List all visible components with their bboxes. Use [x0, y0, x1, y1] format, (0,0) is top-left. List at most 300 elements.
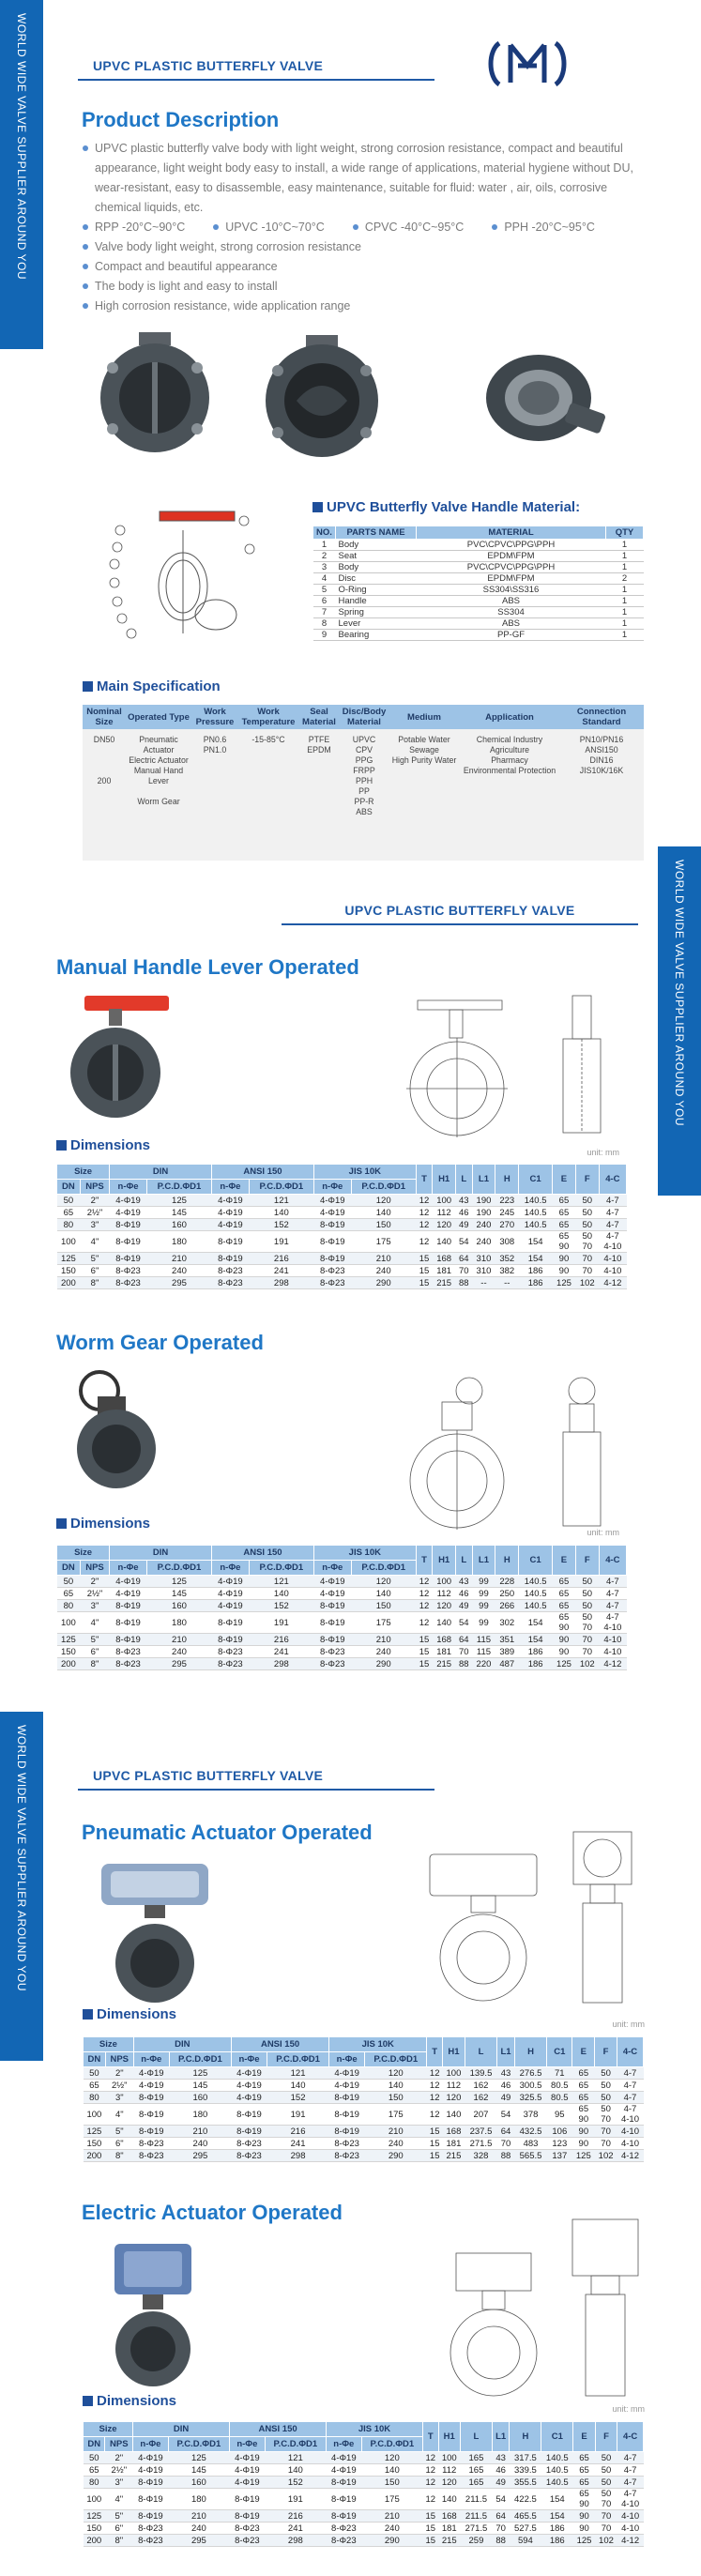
- table-cell: 120: [438, 2477, 460, 2489]
- table-cell: 8-Φ23: [313, 1658, 351, 1670]
- table-cell: 70: [595, 2126, 617, 2138]
- table-cell: 8-Φ23: [230, 2523, 266, 2535]
- side-band-bottom: [0, 1712, 43, 2061]
- table-cell: 240: [351, 1646, 416, 1658]
- header-title: UPVC PLASTIC BUTTERFLY VALVE: [93, 58, 324, 73]
- header-cell: F: [575, 1165, 599, 1195]
- spec-col-medium: Medium: [389, 705, 460, 729]
- table-cell: 50: [595, 2464, 617, 2477]
- spec-value: [126, 786, 191, 797]
- table-cell: 70: [595, 2510, 617, 2523]
- table-cell: 150: [84, 2523, 105, 2535]
- table-cell: 4-Φ19: [110, 1588, 147, 1600]
- manual-dim-heading: [56, 1137, 150, 1153]
- spec-standard-cell: [559, 729, 644, 861]
- spec-value: Potable Water: [398, 735, 450, 744]
- table-cell: Body: [336, 540, 417, 551]
- table-row: [57, 1265, 627, 1277]
- table-cell: Handle: [336, 596, 417, 607]
- table-cell: 50: [595, 2092, 617, 2104]
- table-cell: 65: [84, 2464, 105, 2477]
- table-cell: 175: [351, 1231, 416, 1253]
- header-line: [78, 79, 434, 81]
- table-cell: 186: [519, 1658, 553, 1670]
- table-cell: 240: [146, 1265, 211, 1277]
- header-group: JIS 10K: [313, 1546, 416, 1561]
- table-cell: 46: [497, 2080, 515, 2092]
- table-row: [313, 540, 644, 551]
- table-cell: 95: [547, 2104, 572, 2126]
- table-cell: 317.5: [510, 2452, 541, 2464]
- spec-value: Environmental Protection: [463, 766, 556, 775]
- header-title: UPVC PLASTIC BUTTERFLY VALVE: [93, 1768, 324, 1783]
- worm-heading: Worm Gear Operated: [56, 1331, 264, 1354]
- table-cell: 165: [461, 2464, 493, 2477]
- table-cell: 3": [80, 1600, 109, 1612]
- header-group: ANSI 150: [212, 1546, 314, 1561]
- header-group: ANSI 150: [212, 1165, 314, 1180]
- table-cell: 137: [547, 2150, 572, 2162]
- table-cell: 565.5: [514, 2150, 546, 2162]
- table-cell: 8-Φ23: [230, 2535, 266, 2547]
- header-cell: DN: [57, 1180, 81, 1195]
- spec-value: JIS10K/16K: [579, 766, 624, 775]
- table-cell: 140: [249, 1207, 313, 1219]
- table-row: [313, 573, 644, 585]
- table-cell: 125: [84, 2510, 105, 2523]
- table-cell: 3: [313, 562, 336, 573]
- table-cell: 2½": [105, 2080, 133, 2092]
- table-row: [84, 2523, 644, 2535]
- table-row: [57, 1231, 627, 1253]
- manual-drawing-front: [389, 987, 526, 1142]
- header-cell: P.C.D.ΦD1: [365, 2052, 427, 2067]
- table-cell: PVC\CPVC\PPG\PPH: [417, 562, 606, 573]
- header-cell: L: [456, 1165, 472, 1195]
- table-cell: 125: [146, 1576, 211, 1588]
- table-cell: 4-7 4-10: [599, 1612, 626, 1634]
- table-cell: 102: [595, 2150, 617, 2162]
- table-cell: 4-Φ19: [212, 1207, 250, 1219]
- table-cell: 4-Φ19: [327, 2464, 362, 2477]
- table-cell: 5": [105, 2510, 133, 2523]
- table-cell: 99: [472, 1612, 495, 1634]
- table-cell: 50: [575, 1219, 599, 1231]
- table-cell: 8-Φ19: [133, 2104, 169, 2126]
- table-cell: 8-Φ23: [212, 1265, 250, 1277]
- table-cell: 8-Φ19: [110, 1253, 147, 1265]
- table-cell: 80: [84, 2477, 105, 2489]
- header-cell: 4-C: [599, 1165, 626, 1195]
- table-cell: 191: [249, 1612, 313, 1634]
- table-cell: 4-12: [599, 1277, 626, 1289]
- table-cell: 8-Φ19: [327, 2477, 362, 2489]
- header-cell: NPS: [80, 1561, 109, 1576]
- table-row: [57, 1646, 627, 1658]
- table-cell: 88: [492, 2535, 510, 2547]
- table-cell: 6": [105, 2523, 133, 2535]
- table-cell: 4-Φ19: [313, 1195, 351, 1207]
- table-cell: 100: [433, 1576, 456, 1588]
- table-cell: 271.5: [461, 2523, 493, 2535]
- header-group: JIS 10K: [313, 1165, 416, 1180]
- table-cell: 5": [80, 1253, 109, 1265]
- table-cell: 8": [105, 2535, 133, 2547]
- table-cell: 12: [422, 2464, 438, 2477]
- table-cell: 65: [572, 2067, 595, 2080]
- table-cell: Disc: [336, 573, 417, 585]
- table-cell: 240: [169, 2138, 231, 2150]
- table-cell: 12: [416, 1195, 432, 1207]
- table-row: [57, 1600, 627, 1612]
- table-cell: 152: [249, 1600, 313, 1612]
- table-cell: 4-Φ19: [313, 1207, 351, 1219]
- table-cell: 140: [433, 1231, 456, 1253]
- table-cell: 240: [168, 2523, 229, 2535]
- header-cell: n-Φe: [110, 1561, 147, 1576]
- header-group: DIN: [110, 1165, 212, 1180]
- bullet-2: Compact and beautiful appearance: [83, 257, 646, 277]
- table-cell: 175: [351, 1612, 416, 1634]
- table-cell: 15: [427, 2138, 443, 2150]
- table-cell: 99: [472, 1576, 495, 1588]
- table-cell: 90: [573, 2510, 595, 2523]
- table-cell: 186: [519, 1277, 553, 1289]
- electric-valve-photo: [101, 2238, 205, 2393]
- table-row: [84, 2080, 644, 2092]
- table-cell: 70: [575, 1253, 599, 1265]
- electric-dim-heading: [83, 2393, 176, 2409]
- table-cell: 100: [84, 2489, 105, 2510]
- electric-dim-table: [83, 2421, 644, 2547]
- table-cell: 54: [456, 1231, 472, 1253]
- table-cell: 65: [572, 2080, 595, 2092]
- table-cell: 50 70: [595, 2489, 617, 2510]
- table-cell: 2½": [80, 1588, 109, 1600]
- table-row: [84, 2067, 644, 2080]
- table-cell: 8-Φ19: [230, 2510, 266, 2523]
- table-cell: 290: [351, 1277, 416, 1289]
- table-cell: 351: [495, 1634, 519, 1646]
- product-description: [83, 139, 646, 316]
- header-cell: H1: [433, 1165, 456, 1195]
- table-cell: 4-10: [617, 2126, 643, 2138]
- table-cell: 8": [105, 2150, 133, 2162]
- temp-rpp: RPP -20°C~90°C: [83, 218, 185, 237]
- table-cell: 8-Φ23: [231, 2150, 267, 2162]
- table-cell: 4-7: [599, 1219, 626, 1231]
- spec-value: PP: [358, 786, 370, 796]
- table-row: [84, 2477, 644, 2489]
- table-cell: 140.5: [519, 1195, 553, 1207]
- header-cell: F: [575, 1546, 599, 1576]
- spec-value: UPVC: [352, 735, 376, 744]
- table-cell: 12: [416, 1219, 432, 1231]
- header-cell: P.C.D.ΦD1: [361, 2437, 422, 2452]
- table-cell: 8-Φ19: [110, 1612, 147, 1634]
- header-cell: H: [510, 2422, 541, 2452]
- table-cell: 50: [575, 1588, 599, 1600]
- header-cell: H: [495, 1165, 519, 1195]
- table-cell: 150: [57, 1265, 81, 1277]
- table-cell: 4-7 4-10: [599, 1231, 626, 1253]
- header-cell: n-Φe: [313, 1180, 351, 1195]
- header-row: [84, 2037, 644, 2052]
- table-cell: 4-10: [617, 2523, 644, 2535]
- table-cell: 160: [146, 1600, 211, 1612]
- table-cell: 4-7: [617, 2067, 643, 2080]
- table-cell: 125: [57, 1634, 81, 1646]
- table-cell: 15: [416, 1646, 432, 1658]
- table-cell: 186: [519, 1646, 553, 1658]
- table-cell: 12: [416, 1588, 432, 1600]
- table-cell: 120: [351, 1576, 416, 1588]
- table-cell: 382: [495, 1265, 519, 1277]
- table-cell: 4-Φ19: [327, 2452, 362, 2464]
- table-cell: 210: [146, 1253, 211, 1265]
- spec-value: ANSI150: [585, 745, 618, 755]
- table-cell: 216: [267, 2126, 329, 2138]
- table-row: [57, 1195, 627, 1207]
- table-cell: 4-7: [617, 2464, 644, 2477]
- table-cell: 50: [84, 2452, 105, 2464]
- table-cell: 210: [146, 1634, 211, 1646]
- table-cell: 4": [80, 1231, 109, 1253]
- table-row: [313, 585, 644, 596]
- table-cell: 50: [84, 2067, 106, 2080]
- table-cell: 241: [249, 1646, 313, 1658]
- table-cell: 99: [472, 1588, 495, 1600]
- pneumatic-drawing-front: [422, 1847, 544, 2006]
- table-cell: 70: [456, 1265, 472, 1277]
- table-cell: 4": [80, 1612, 109, 1634]
- table-cell: 389: [495, 1646, 519, 1658]
- table-cell: 120: [433, 1219, 456, 1231]
- table-cell: 115: [472, 1634, 495, 1646]
- table-cell: 64: [456, 1253, 472, 1265]
- table-cell: 125: [57, 1253, 81, 1265]
- table-row: [313, 596, 644, 607]
- table-cell: 181: [443, 2138, 465, 2150]
- table-cell: 12: [427, 2104, 443, 2126]
- header-cell: n-Φe: [110, 1180, 147, 1195]
- header-cell: P.C.D.ΦD1: [249, 1561, 313, 1576]
- table-cell: 4-Φ19: [133, 2080, 169, 2092]
- header-cell: E: [573, 2422, 595, 2452]
- table-cell: 290: [351, 1658, 416, 1670]
- spec-disc-cell: [340, 729, 389, 861]
- spec-col-disc: Disc/Body Material: [340, 705, 389, 729]
- header-row: [57, 1165, 627, 1180]
- table-cell: 140: [265, 2464, 326, 2477]
- table-cell: 216: [249, 1634, 313, 1646]
- table-row: [84, 2489, 644, 2510]
- table-cell: 15: [422, 2535, 438, 2547]
- electric-heading: Electric Actuator Operated: [82, 2201, 343, 2224]
- table-row: [84, 2464, 644, 2477]
- table-cell: 8-Φ19: [313, 1612, 351, 1634]
- dim-title: Dimensions: [97, 2006, 177, 2022]
- exploded-diagram: [103, 493, 263, 657]
- table-cell: 70: [575, 1634, 599, 1646]
- table-cell: 65: [553, 1219, 576, 1231]
- table-cell: 4-Φ19: [133, 2452, 169, 2464]
- header-cell: E: [572, 2037, 595, 2067]
- table-cell: 70: [595, 2138, 617, 2150]
- spec-value: PP-R: [354, 797, 374, 806]
- pneumatic-drawing-side: [568, 1822, 638, 2010]
- table-cell: 140.5: [519, 1600, 553, 1612]
- table-cell: 100: [438, 2452, 460, 2464]
- table-cell: 65: [573, 2452, 595, 2464]
- table-cell: 88: [497, 2150, 515, 2162]
- table-cell: 4-10: [599, 1265, 626, 1277]
- table-cell: 1: [606, 562, 644, 573]
- table-cell: 310: [472, 1253, 495, 1265]
- table-cell: 165: [461, 2452, 493, 2464]
- table-cell: 100: [433, 1195, 456, 1207]
- table-cell: 112: [438, 2464, 460, 2477]
- col-no: NO.: [313, 526, 336, 540]
- table-cell: 140: [249, 1588, 313, 1600]
- table-cell: 140.5: [541, 2464, 573, 2477]
- header-cell: DN: [84, 2437, 105, 2452]
- table-cell: 154: [519, 1634, 553, 1646]
- pneumatic-heading: Pneumatic Actuator Operated: [82, 1821, 373, 1844]
- table-cell: 4-Φ19: [231, 2092, 267, 2104]
- header-cell: F: [595, 2422, 617, 2452]
- side-band-text: WORLD WIDE VALVE SUPPLIER AROUND YOU: [15, 1725, 28, 1992]
- table-cell: 8-Φ23: [231, 2138, 267, 2150]
- table-cell: EPDM\FPM: [417, 551, 606, 562]
- spec-col-application: Application: [460, 705, 559, 729]
- table-cell: 12: [422, 2477, 438, 2489]
- table-cell: 8-Φ19: [133, 2489, 169, 2510]
- table-cell: 4-Φ19: [212, 1219, 250, 1231]
- header-cell: P.C.D.ΦD1: [249, 1180, 313, 1195]
- table-cell: 4-Φ19: [133, 2464, 169, 2477]
- table-cell: 223: [495, 1195, 519, 1207]
- table-cell: 15: [422, 2510, 438, 2523]
- table-cell: 102: [595, 2535, 617, 2547]
- table-cell: 240: [146, 1646, 211, 1658]
- table-cell: 181: [438, 2523, 460, 2535]
- table-cell: 150: [84, 2138, 106, 2150]
- table-cell: 465.5: [510, 2510, 541, 2523]
- table-cell: 65: [553, 1207, 576, 1219]
- table-cell: 4-Φ19: [212, 1600, 250, 1612]
- table-cell: 295: [146, 1277, 211, 1289]
- worm-dim-table: [56, 1545, 627, 1670]
- header-line: [282, 923, 638, 925]
- table-cell: 152: [249, 1219, 313, 1231]
- table-cell: 4": [105, 2489, 133, 2510]
- table-cell: 4-7: [599, 1195, 626, 1207]
- table-cell: 90: [573, 2523, 595, 2535]
- table-cell: 527.5: [510, 2523, 541, 2535]
- table-cell: 4-10: [599, 1646, 626, 1658]
- table-cell: 4-7: [599, 1600, 626, 1612]
- table-cell: 180: [169, 2104, 231, 2126]
- spec-value: EPDM: [307, 745, 331, 755]
- table-cell: 310: [472, 1265, 495, 1277]
- spec-value: Pneumatic Actuator: [139, 735, 178, 755]
- header-cell: P.C.D.ΦD1: [267, 2052, 329, 2067]
- spec-value: ABS: [356, 807, 373, 816]
- table-cell: 422.5: [510, 2489, 541, 2510]
- electric-drawing-side: [563, 2210, 648, 2402]
- table-cell: 154: [519, 1253, 553, 1265]
- spec-value: PPH: [355, 776, 373, 785]
- table-cell: 4-Φ19: [212, 1588, 250, 1600]
- header-cell: L1: [472, 1546, 495, 1576]
- table-cell: --: [472, 1277, 495, 1289]
- table-cell: 139.5: [465, 2067, 496, 2080]
- table-cell: 4-Φ19: [313, 1576, 351, 1588]
- handle-material-title: UPVC Butterfly Valve Handle Material:: [327, 499, 581, 515]
- table-cell: 162: [465, 2080, 496, 2092]
- worm-drawing-side: [549, 1372, 615, 1532]
- header-cell: L: [465, 2037, 496, 2067]
- table-cell: 487: [495, 1658, 519, 1670]
- spec-value: PN1.0: [203, 745, 227, 755]
- table-cell: 4-Φ19: [230, 2477, 266, 2489]
- table-cell: 12: [427, 2092, 443, 2104]
- header-group: Size: [84, 2422, 133, 2437]
- header-cell: n-Φe: [327, 2437, 362, 2452]
- header-cell: n-Φe: [231, 2052, 267, 2067]
- table-cell: 99: [472, 1600, 495, 1612]
- table-cell: 145: [168, 2464, 229, 2477]
- table-cell: 298: [249, 1277, 313, 1289]
- temperature-list: [83, 218, 646, 237]
- table-cell: 8-Φ23: [313, 1646, 351, 1658]
- header-row: [84, 2422, 644, 2437]
- table-cell: 9: [313, 630, 336, 641]
- heading-square-icon: [56, 1140, 67, 1151]
- table-row: [84, 2150, 644, 2162]
- heading-square-icon: [83, 2396, 93, 2406]
- table-cell: 215: [443, 2150, 465, 2162]
- table-cell: 4-7: [599, 1588, 626, 1600]
- table-cell: 140: [443, 2104, 465, 2126]
- table-cell: 50: [595, 2477, 617, 2489]
- table-cell: 8-Φ19: [110, 1634, 147, 1646]
- table-cell: PP-GF: [417, 630, 606, 641]
- table-cell: 7: [313, 607, 336, 618]
- table-cell: 4-Φ19: [313, 1588, 351, 1600]
- table-cell: 4-Φ19: [212, 1195, 250, 1207]
- table-cell: 64: [456, 1634, 472, 1646]
- table-row: [84, 2535, 644, 2547]
- table-cell: 295: [168, 2535, 229, 2547]
- table-cell: 70: [492, 2523, 510, 2535]
- table-cell: 123: [547, 2138, 572, 2150]
- table-cell: --: [495, 1277, 519, 1289]
- unit-label: unit: mm: [587, 1528, 619, 1537]
- table-cell: 4: [313, 573, 336, 585]
- table-cell: 8-Φ23: [110, 1658, 147, 1670]
- table-cell: 190: [472, 1207, 495, 1219]
- table-cell: 4-12: [599, 1658, 626, 1670]
- table-cell: 3": [105, 2092, 133, 2104]
- table-cell: 65: [573, 2464, 595, 2477]
- table-cell: 54: [497, 2104, 515, 2126]
- table-cell: 216: [265, 2510, 326, 2523]
- table-cell: 100: [57, 1231, 81, 1253]
- table-cell: 121: [249, 1195, 313, 1207]
- main-spec-heading: [83, 678, 221, 694]
